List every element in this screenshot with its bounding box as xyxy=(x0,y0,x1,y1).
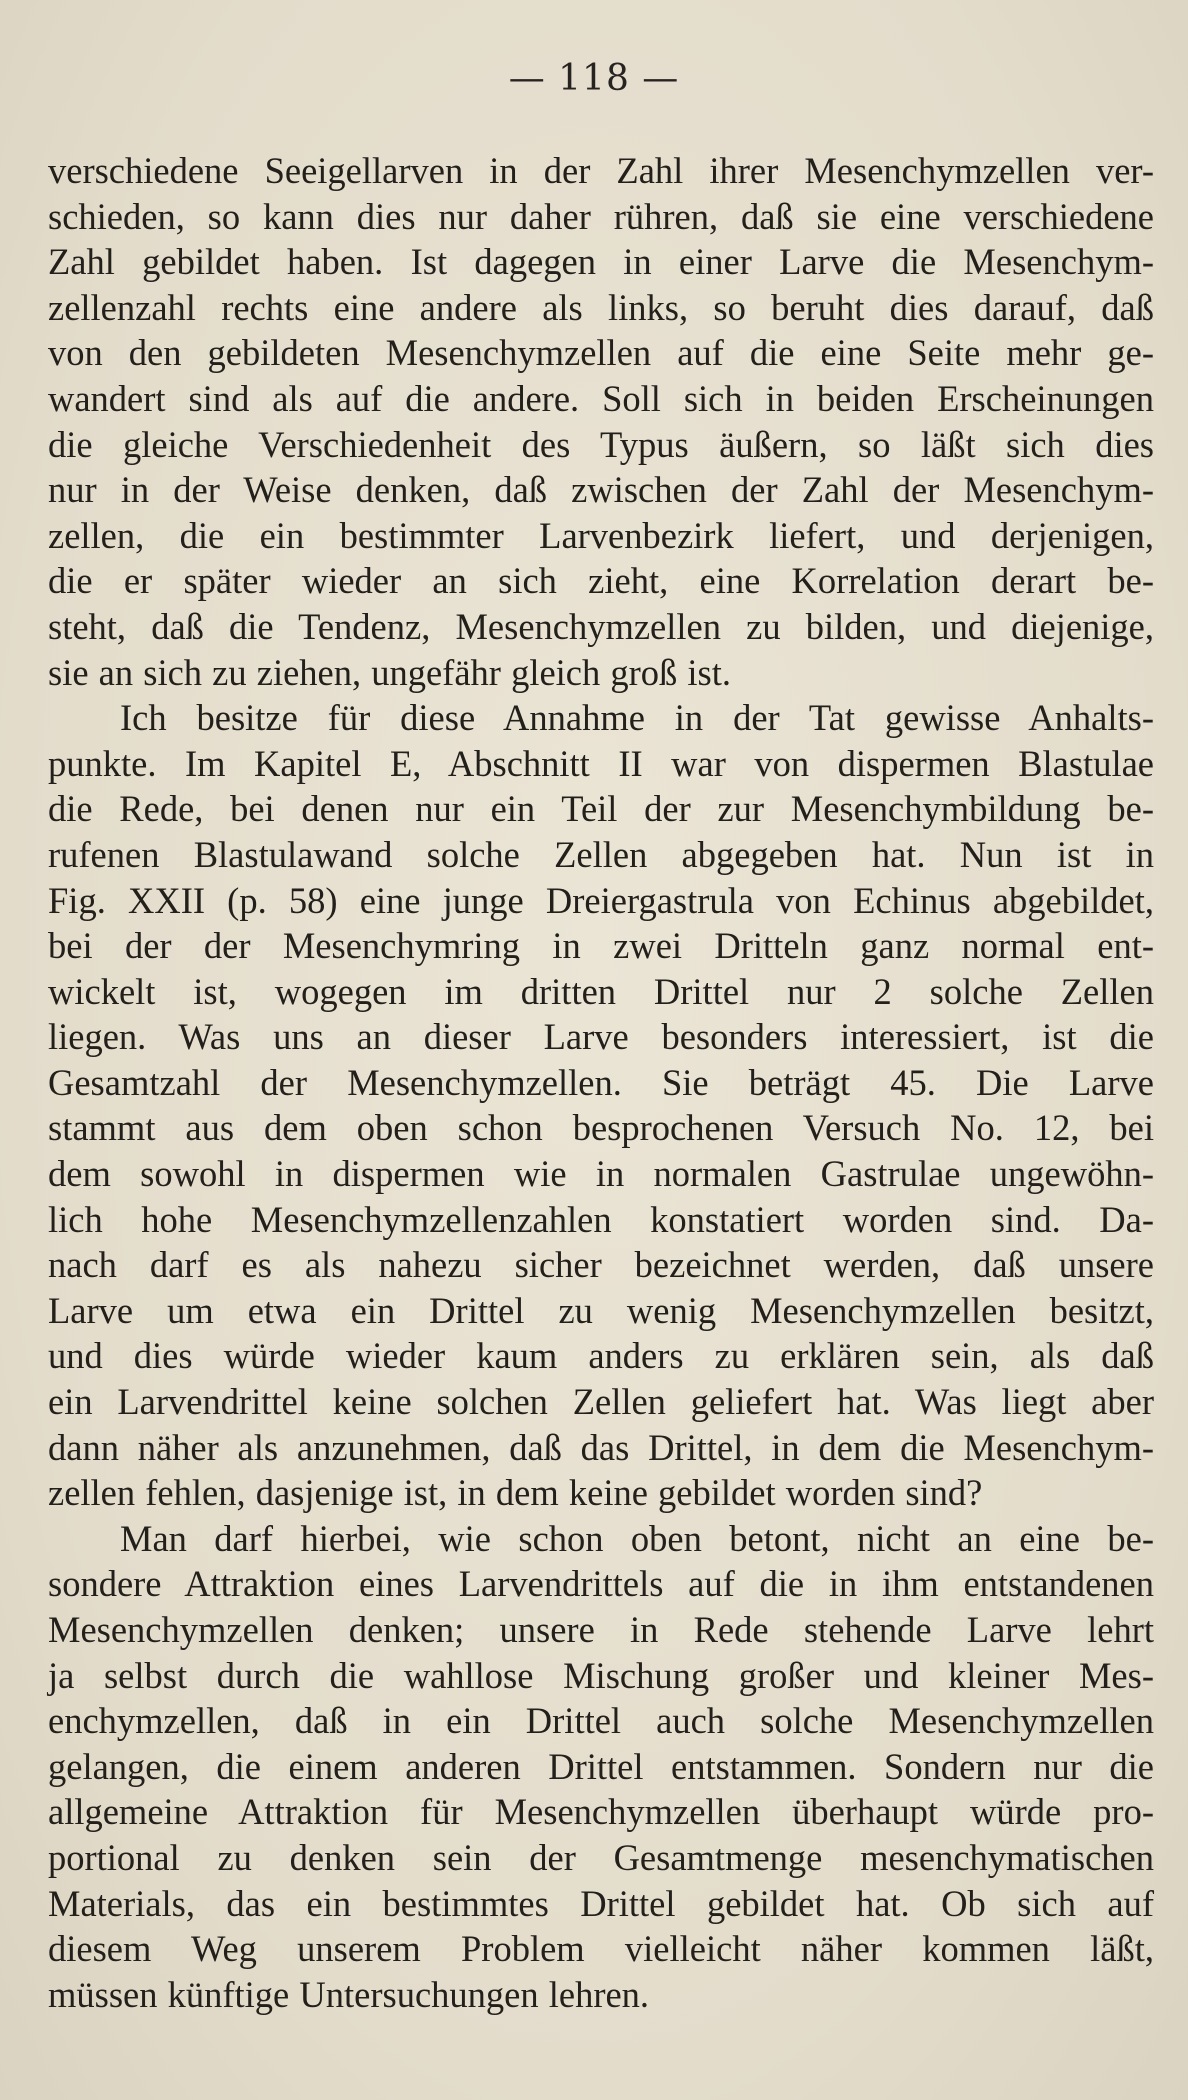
text-line: bei der der Mesenchymring in zwei Dritteln ganz normal ent- xyxy=(48,925,1154,967)
text-line: Ich besitze für diese Annahme in der Tat gewisse Anhalts- xyxy=(120,697,1154,739)
text-line: sie an sich zu ziehen, ungefähr gleich groß ist. xyxy=(48,651,732,693)
text-line: enchymzellen, daß in ein Drittel auch solche Mesenchymzellen xyxy=(48,1700,1154,1742)
text-line: müssen künftige Untersuchungen lehren. xyxy=(48,1973,650,2015)
text-line: verschiedene Seeigellarven in der Zahl ihrer Mesenchymzellen ver- xyxy=(48,150,1154,191)
text-line: portional zu denken sein der Gesamtmenge mesenchymatischen xyxy=(48,1836,1154,1878)
text-line: die gleiche Verschiedenheit des Typus äußern, so läßt sich dies xyxy=(48,423,1154,465)
text-line: zellenzahl rechts eine andere als links, so beruht dies darauf, daß xyxy=(48,286,1154,328)
text-line: ein Larvendrittel keine solchen Zellen geliefert hat. Was liegt aber xyxy=(48,1381,1154,1423)
text-line: zellen fehlen, dasjenige ist, in dem keine gebildet worden sind? xyxy=(48,1472,983,1514)
text-line: wickelt ist, wogegen im dritten Drittel nur 2 solche Zellen xyxy=(48,970,1154,1012)
text-line: von den gebildeten Mesenchymzellen auf die eine Seite mehr ge- xyxy=(48,332,1154,374)
text-line: Man darf hierbei, wie schon oben betont, nicht an eine be- xyxy=(120,1517,1154,1559)
text-line: Gesamtzahl der Mesenchymzellen. Sie beträgt 45. Die Larve xyxy=(48,1061,1154,1103)
text-line: wandert sind als auf die andere. Soll sich in beiden Erscheinungen xyxy=(48,377,1154,419)
text-line: Materials, das ein bestimmtes Drittel gebildet hat. Ob sich auf xyxy=(48,1882,1154,1924)
text-line: dann näher als anzunehmen, daß das Drittel, in dem die Mesenchym- xyxy=(48,1426,1154,1468)
text-line: lich hohe Mesenchymzellenzahlen konstatiert worden sind. Da- xyxy=(48,1198,1154,1240)
text-line: stammt aus dem oben schon besprochenen Versuch No. 12, bei xyxy=(48,1107,1154,1149)
text-line: zellen, die ein bestimmter Larvenbezirk liefert, und derjenigen, xyxy=(48,514,1154,556)
text-line: rufenen Blastulawand solche Zellen abgegeben hat. Nun ist in xyxy=(48,833,1154,875)
text-line: die Rede, bei denen nur ein Teil der zur Mesenchymbildung be- xyxy=(48,788,1154,830)
text-line: nach darf es als nahezu sicher bezeichnet werden, daß unsere xyxy=(48,1244,1154,1286)
text-line: diesem Weg unserem Problem vielleicht näher kommen läßt, xyxy=(48,1928,1154,1970)
page-number: — 118 — xyxy=(508,58,680,99)
text-line: punkte. Im Kapitel E, Abschnitt II war von dispermen Blastulae xyxy=(48,742,1154,784)
text-line: die er später wieder an sich zieht, eine Korrelation derart be- xyxy=(48,560,1154,602)
body-text xyxy=(48,148,1154,2017)
text-line: Zahl gebildet haben. Ist dagegen in einer Larve die Mesenchym- xyxy=(48,241,1154,283)
text-line: allgemeine Attraktion für Mesenchymzellen überhaupt würde pro- xyxy=(48,1791,1154,1833)
text-line: steht, daß die Tendenz, Mesenchymzellen zu bilden, und diejenige, xyxy=(48,605,1154,647)
text-line: Mesenchymzellen denken; unsere in Rede stehende Larve lehrt xyxy=(48,1609,1154,1650)
text-line: sondere Attraktion eines Larvendrittels auf die in ihm entstandenen xyxy=(48,1563,1154,1605)
text-line: und dies würde wieder kaum anders zu erklären sein, als daß xyxy=(48,1335,1154,1377)
text-line: schieden, so kann dies nur daher rühren, daß sie eine verschiedene xyxy=(48,195,1154,237)
text-line: ja selbst durch die wahllose Mischung großer und kleiner Mes- xyxy=(48,1654,1154,1696)
text-line: Larve um etwa ein Drittel zu wenig Mesenchymzellen besitzt, xyxy=(48,1289,1154,1331)
text-line: nur in der Weise denken, daß zwischen der Zahl der Mesenchym- xyxy=(48,469,1154,511)
text-line: liegen. Was uns an dieser Larve besonders interessiert, ist die xyxy=(48,1016,1154,1058)
text-line: Fig. XXII (p. 58) eine junge Dreiergastrula von Echinus abgebildet, xyxy=(48,879,1154,921)
text-line: dem sowohl in dispermen wie in normalen Gastrulae ungewöhn- xyxy=(48,1153,1154,1195)
text-line: gelangen, die einem anderen Drittel entstammen. Sondern nur die xyxy=(48,1745,1154,1787)
